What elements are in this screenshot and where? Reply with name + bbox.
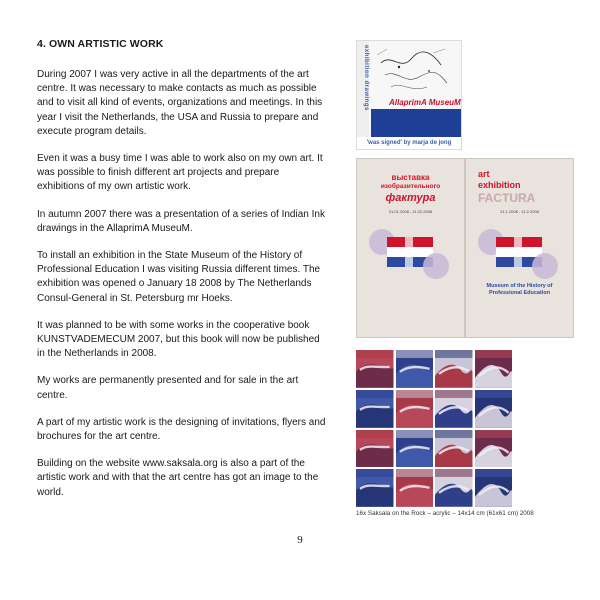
painting-tile bbox=[475, 469, 513, 507]
painting-tile bbox=[396, 469, 434, 507]
painting-grid bbox=[356, 350, 512, 507]
painting-tile bbox=[356, 469, 394, 507]
round-stamp-graphic bbox=[423, 253, 449, 279]
painting-tile bbox=[475, 350, 513, 388]
poster-title-line: изобразительного bbox=[380, 183, 441, 190]
paragraph: My works are permanently presented and for sale in the art centre. bbox=[37, 375, 299, 401]
section-heading: 4. OWN ARTISTIC WORK bbox=[37, 38, 164, 50]
poster-blue-band bbox=[371, 109, 461, 137]
paragraph: A part of my artistic work is the designing of invitations, flyers and brochures for the art centre. bbox=[37, 416, 326, 443]
text-column bbox=[37, 38, 329, 513]
factura-exhibition-poster bbox=[465, 158, 574, 338]
painting-tile bbox=[435, 390, 473, 428]
painting-tile bbox=[396, 350, 434, 388]
poster-title-line: FACTURA bbox=[478, 191, 536, 205]
painting-tile bbox=[435, 350, 473, 388]
poster-title-line: выставка bbox=[391, 173, 430, 182]
poster-museum-line: Museum of the History of bbox=[486, 283, 553, 289]
poster-title-line: exhibition bbox=[478, 180, 521, 190]
paragraph: Even it was a busy time I was able to work also on my own art. It was possible to finish different art projects and prepare exhibitions of my own artistic work. bbox=[37, 153, 323, 193]
painting-tile bbox=[435, 469, 473, 507]
paragraph: To install an exhibition in the State Museum of the History of Professional Education I was visiting Russia different times. The exhibition was opened o January 18 2008 by The Netherlands Consul-General in St. Petersburg mr Hoeks. bbox=[37, 250, 321, 304]
russian-exhibition-poster bbox=[356, 158, 465, 338]
poster-brand-title: AllaprimA MuseuM bbox=[389, 98, 461, 107]
painting-tile bbox=[435, 430, 473, 468]
painting-tile bbox=[475, 430, 513, 468]
painting-tile bbox=[396, 390, 434, 428]
painting-tile bbox=[396, 430, 434, 468]
poster-vertical-title: exhibition drawings bbox=[363, 45, 369, 111]
painting-tile bbox=[356, 350, 394, 388]
poster-caption: 'was signed' by marja de jong bbox=[357, 137, 461, 149]
exhibition-drawings-poster bbox=[356, 40, 462, 150]
poster-dates: 21.01.2008 - 11.02.2008 bbox=[388, 209, 433, 214]
paragraph: Building on the website www.saksala.org is also a part of the artistic work and with that the art centre has got an image to the world. bbox=[37, 458, 319, 498]
round-stamp-graphic bbox=[532, 253, 558, 279]
painting-tile bbox=[356, 430, 394, 468]
painting-tile bbox=[356, 390, 394, 428]
poster-title-line: art bbox=[478, 169, 490, 179]
paragraph: In autumn 2007 there was a presentation of a series of Indian Ink drawings in the AllaprimA MuseuM. bbox=[37, 208, 325, 234]
page-number: 9 bbox=[297, 534, 303, 546]
poster-title-line: фактура bbox=[385, 192, 436, 204]
poster-dates: 21.1.2008 - 11.2.2008 bbox=[500, 209, 539, 214]
paragraph: It was planned to be with some works in the cooperative book KUNSTVADEMECUM 2007, but this book will now be published in the Netherlands in 2008. bbox=[37, 319, 320, 360]
painting-tile bbox=[475, 390, 513, 428]
poster-museum-line: Professional Education bbox=[488, 290, 551, 296]
paragraph: During 2007 I was very active in all the departments of the art centre. It was necessary to make contacts as much as possible and to visit all kind of events, organizations and meetings. In this year I visit the Netherlands, the USA and Russia to prepare and execute program details. bbox=[37, 69, 323, 137]
paintings-caption: 16x Saksala on the Rock – acrylic – 14x14 cm (61x61 cm) 2008 bbox=[356, 510, 534, 517]
